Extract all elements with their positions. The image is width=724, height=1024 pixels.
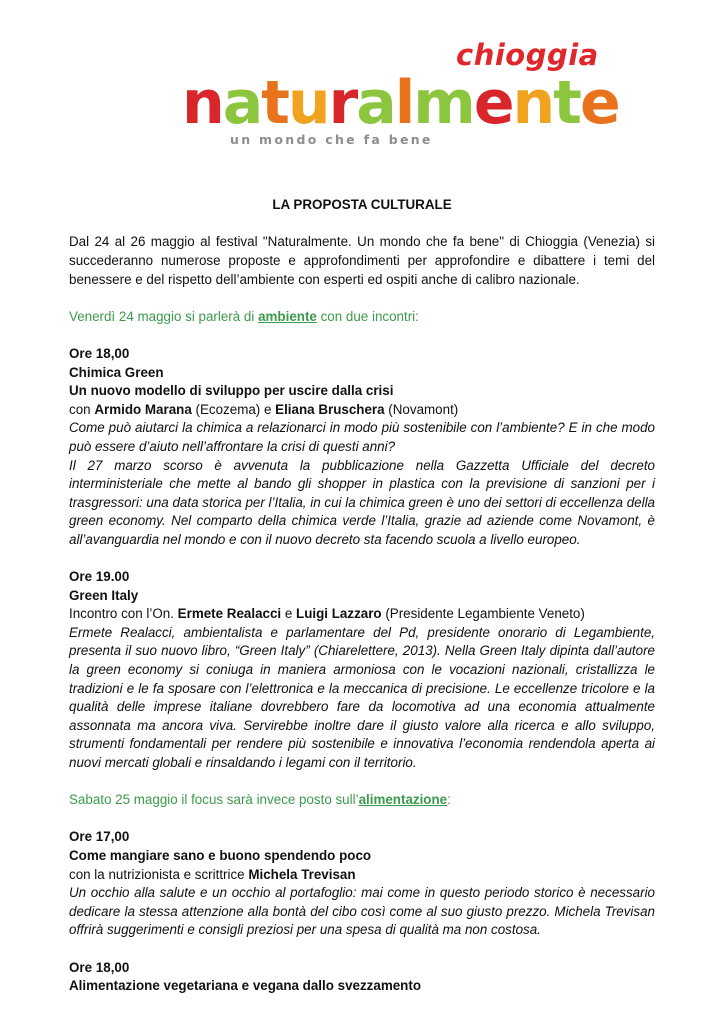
event-name: Chimica Green	[69, 364, 164, 380]
speaker-name: Armido Marana	[94, 401, 192, 417]
logo-letter: n	[182, 68, 223, 138]
logo-letter: e	[473, 68, 513, 138]
event-name: Green Italy	[69, 587, 139, 603]
logo-letter: m	[413, 68, 474, 138]
event-speakers	[69, 605, 655, 624]
speaker-org: (Ecozema) e	[191, 401, 276, 417]
speaker-name: Ermete Realacci	[177, 606, 282, 622]
event-time: Ore 17,00	[69, 829, 130, 845]
document-body	[69, 196, 655, 996]
event-alimentazione-vegana	[69, 959, 655, 996]
event-mangiare-sano	[69, 828, 655, 940]
event-time: Ore 18,00	[69, 345, 130, 361]
speakers-prefix: con la nutrizionista e scrittrice	[69, 866, 249, 882]
logo-letter: n	[512, 68, 554, 138]
event-question: Come può aiutarci la chimica a relazionarci in modo più sostenibile con l’ambiente? E in che modo può essere d’aiuto nell’affrontare la crisi di questi anni?	[69, 420, 655, 454]
day2-lead-end: :	[447, 792, 451, 808]
logo-letter: t	[553, 68, 580, 138]
logo-letter: a	[356, 68, 395, 138]
event-time: Ore 18,00	[69, 959, 130, 975]
speakers-prefix: Incontro con l’On.	[69, 606, 178, 622]
speaker-name: Michela Trevisan	[248, 866, 356, 882]
event-name: Alimentazione vegetariana e vegana dallo svezzamento	[69, 978, 422, 994]
day2-lead	[69, 791, 655, 810]
logo-wordmark	[182, 68, 619, 138]
event-time: Ore 19.00	[69, 569, 130, 585]
event-description: Un occhio alla salute e un occhio al portafoglio: mai come in questo periodo storico è necessario dedicare la stessa attenzione alla bontà del cibo così come al suo giusto prezzo. Michela Trevisan offrirà suggerimenti e consigli preziosi per una spesa di qualità ma non costosa.	[69, 885, 655, 938]
event-name: Come mangiare sano e buono spendendo poco	[69, 847, 372, 863]
day1-lead-end: con due incontri:	[316, 308, 419, 324]
speakers-prefix: con	[69, 401, 95, 417]
logo-letter: t	[261, 68, 288, 138]
speaker-joiner: e	[281, 606, 297, 622]
logo-city: chioggia	[456, 38, 599, 72]
speaker-org: (Presidente Legambiente Veneto)	[381, 606, 585, 622]
day2-keyword: alimentazione	[358, 792, 448, 808]
logo-letter: u	[287, 68, 329, 138]
day1-keyword: ambiente	[258, 308, 317, 324]
festival-logo	[180, 38, 619, 158]
event-chimica-green	[69, 345, 655, 550]
event-description: Ermete Realacci, ambientalista e parlamentare del Pd, presidente onorario di Legambiente, presenta il suo nuovo libro, “Green Italy” (Chiarelettere, 2013). Nella Green Italy dipinta dall’autore la green economy si coniuga in maniera armoniosa con le vocazioni nazionali, cristallizza le tradizioni e le fa sposare con l’elettronica e la meccanica di precisione. Le eccellenze tricolore e la qualità delle imprese italiane dovrebbero fare da locomotiva ad una economia attualmente assonnata ma ancora viva. Servirebbe inoltre dare il giusto valore alla ricerca e allo sviluppo, strumenti fondamentali per rendere più sostenibile e innovativa l’economia rendendola aperta ai nuovi mercati globali e rinsaldando i legami con il territorio.	[69, 624, 655, 771]
intro-paragraph: Dal 24 al 26 maggio al festival "Naturalmente. Un mondo che fa bene" di Chioggia (Venezia) si succederanno numerose proposte e approfondimenti per approfondire e dibattere i temi del benessere e del rispetto dell’ambiente con esperti ed ospiti anche di calibro nazionale.	[69, 234, 655, 287]
day1-lead	[69, 308, 655, 327]
day2-lead-text: Sabato 25 maggio il focus sarà invece posto sull’	[69, 792, 359, 808]
logo-letter: l	[394, 68, 414, 138]
page-title: LA PROPOSTA CULTURALE	[272, 197, 452, 212]
logo-tagline: un mondo che fa bene	[230, 132, 433, 147]
day1-lead-text: Venerdì 24 maggio si parlerà di	[69, 308, 259, 324]
event-green-italy	[69, 568, 655, 773]
speaker-name: Luigi Lazzaro	[296, 606, 382, 622]
speaker-name: Eliana Bruschera	[275, 401, 385, 417]
logo-letter: a	[222, 68, 262, 138]
logo-letter: e	[579, 68, 619, 138]
event-speakers	[69, 866, 655, 885]
event-speakers	[69, 401, 655, 420]
logo-letter: r	[328, 68, 357, 138]
event-description: Il 27 marzo scorso è avvenuta la pubblicazione nella Gazzetta Ufficiale del decreto interministeriale che mette al bando gli shopper in plastica con la previsione di sanzioni per i trasgressori: una data storica per l’Italia, in cui la chimica green è uno dei settori di eccellenza della green economy. Nel comparto della chimica verde l’Italia, grazie ad aziende come Novamont, è all’avanguardia nel mondo e con il nuovo decreto sta facendo scuola a livello europeo.	[69, 457, 655, 547]
speaker-org: (Novamont)	[384, 401, 459, 417]
event-subtitle: Un nuovo modello di sviluppo per uscire dalla crisi	[69, 383, 394, 399]
